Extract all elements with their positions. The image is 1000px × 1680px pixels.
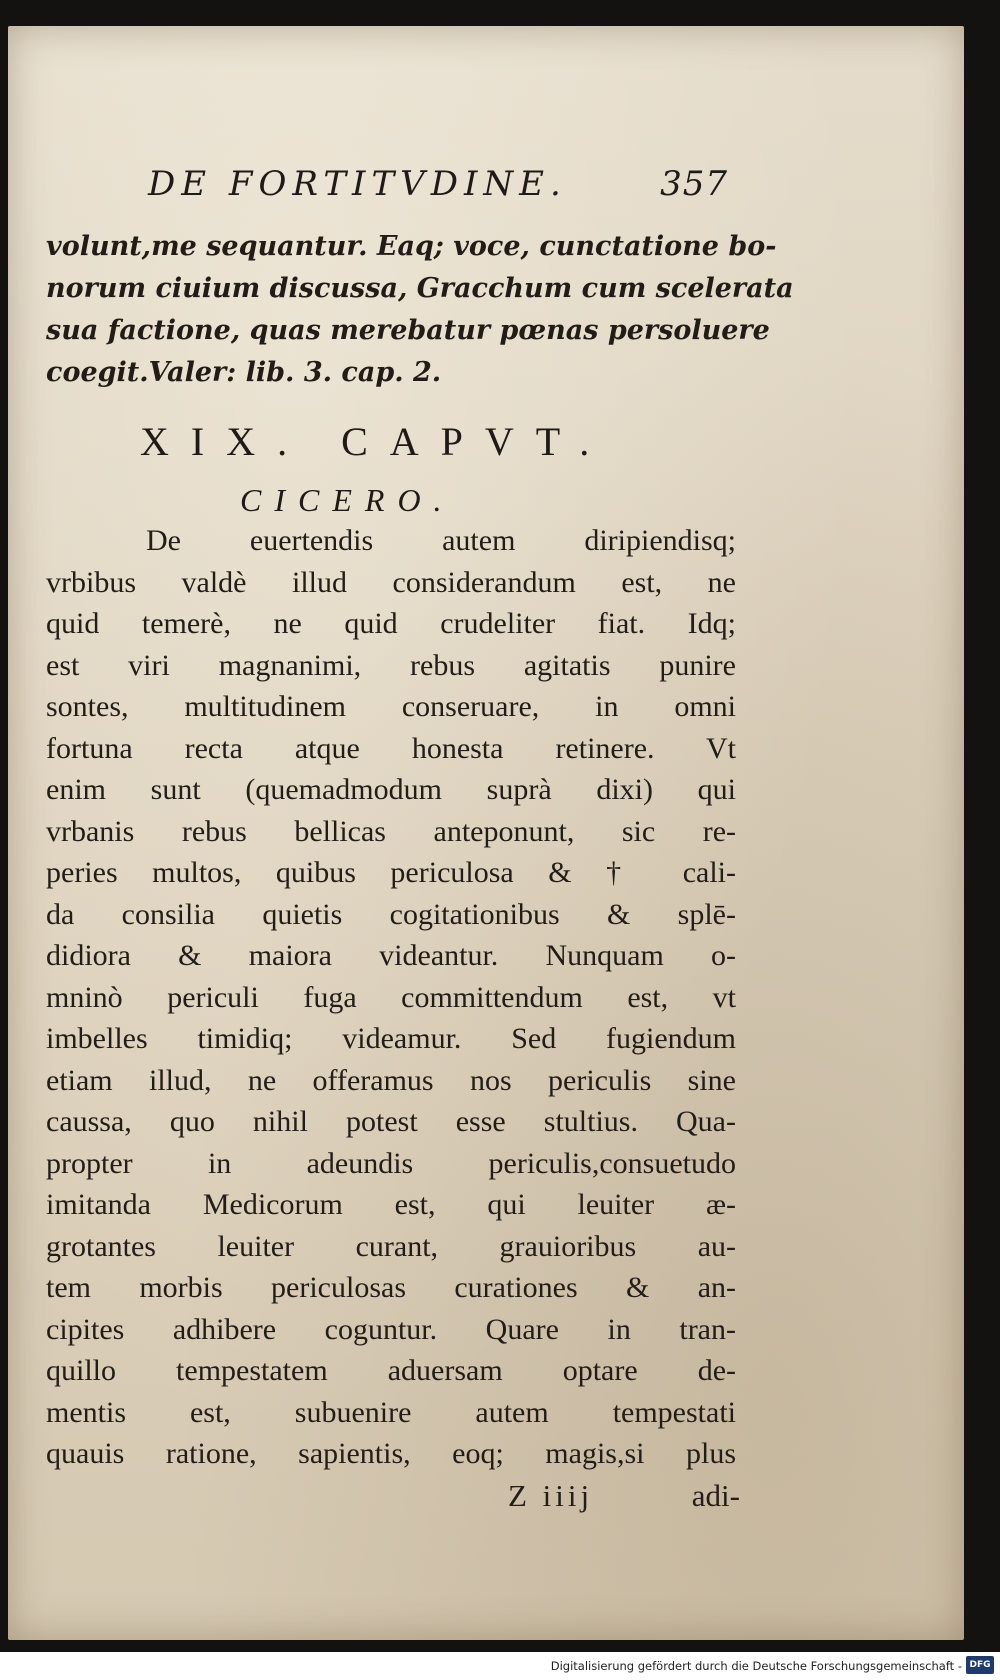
body-line: est viri magnanimi, rebus agitatis punire — [46, 648, 736, 682]
body-line: propter in adeundis periculis,consuetudo — [46, 1146, 736, 1180]
body-line: sontes, multitudinem conseruare, in omni — [46, 690, 736, 723]
body-line: imitanda Medicorum est, qui leuiter æ- — [46, 1188, 736, 1221]
body-line: tem morbis periculosas curationes & an- — [46, 1271, 736, 1304]
digitization-credit: Digitalisierung gefördert durch die Deutsche Forschungsgemeinschaft - — [550, 1659, 962, 1673]
body-text — [46, 520, 736, 1475]
body-line: didiora & maiora videantur. Nunquam o- — [46, 939, 736, 972]
body-line: imbelles timidiq; videamur. Sed fugiendum — [46, 1022, 736, 1055]
page-header — [148, 164, 728, 214]
body-line: caussa, quo nihil potest esse stultius. Qua- — [46, 1105, 736, 1138]
italic-quotation — [46, 226, 794, 394]
body-line: vrbanis rebus bellicas anteponunt, sic re- — [46, 814, 736, 848]
running-head: DE FORTITVDINE. — [148, 164, 567, 204]
italic-line: volunt,me sequantur. Eaq; voce, cunctatione bo- — [46, 231, 777, 262]
body-line: De euertendis autem diripiendisq; — [146, 524, 736, 557]
signature-mark: Z iiij — [508, 1478, 594, 1513]
italic-line: sua factione, quas merebatur pœnas persoluere — [46, 315, 770, 346]
body-line: da consilia quietis cogitationibus & splē- — [46, 897, 736, 931]
footer-bar — [0, 1652, 1000, 1680]
italic-line: norum ciuium discussa, Gracchum cum scelerata — [46, 273, 794, 304]
body-line: quid temerè, ne quid crudeliter fiat. Idq; — [46, 607, 736, 640]
body-line: vrbibus valdè illud considerandum est, ne — [46, 565, 736, 599]
body-line: mentis est, subuenire autem tempestati — [46, 1395, 736, 1429]
author-heading: CICERO. — [240, 482, 455, 518]
page-number: 357 — [660, 164, 728, 204]
catch-line — [508, 1478, 740, 1522]
catchword: adi- — [691, 1478, 740, 1513]
dfg-logo-icon: DFG — [966, 1656, 994, 1674]
body-line: etiam illud, ne offeramus nos periculis sine — [46, 1063, 736, 1097]
body-line: quillo tempestatem aduersam optare de- — [46, 1354, 736, 1387]
body-line: grotantes leuiter curant, grauioribus au- — [46, 1229, 736, 1263]
book-page — [8, 26, 964, 1640]
body-line: quauis ratione, sapientis, eoq; magis,si plus — [46, 1437, 736, 1470]
italic-line: coegit.Valer: lib. 3. cap. 2. — [46, 357, 442, 388]
body-line: cipites adhibere coguntur. Quare in tran- — [46, 1312, 736, 1346]
body-line: enim sunt (quemadmodum suprà dixi) qui — [46, 773, 736, 806]
body-line: fortuna recta atque honesta retinere. Vt — [46, 731, 736, 765]
body-line: mninò periculi fuga committendum est, vt — [46, 980, 736, 1014]
chapter-heading: XIX. CAPVT. — [140, 419, 612, 464]
body-line: peries multos, quibus periculosa & † cali- — [46, 856, 736, 889]
